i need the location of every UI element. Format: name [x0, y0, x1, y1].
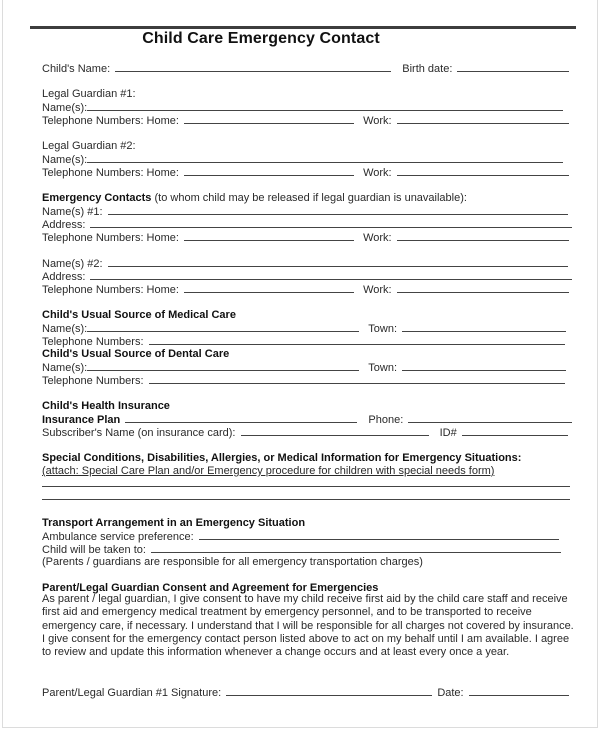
dental-care-heading: Child's Usual Source of Dental Care — [42, 348, 230, 360]
insurance-id-label: ID# — [439, 427, 457, 439]
insurance-heading: Child's Health Insurance — [42, 400, 170, 412]
contact1-names-label: Name(s) #1: — [42, 206, 103, 218]
dental-phone-row — [42, 374, 565, 388]
guardian2-names-row — [42, 153, 563, 167]
birth-date-field[interactable] — [457, 62, 569, 72]
child-row — [42, 62, 569, 76]
transport-note: (Parents / guardians are responsible for all emergency transportation charges) — [42, 556, 423, 568]
signature-date-field[interactable] — [469, 686, 569, 696]
guardian1-phone-work-field[interactable] — [397, 114, 569, 124]
contact2-address-label: Address: — [42, 271, 86, 283]
signature-date-label: Date: — [437, 687, 464, 699]
special-conditions-field-1[interactable] — [42, 486, 570, 487]
signature-field[interactable] — [226, 686, 432, 696]
dental-names-label: Name(s): — [42, 362, 88, 374]
medical-phone-row — [42, 335, 565, 349]
guardian1-phone-row — [42, 114, 569, 128]
page-title: Child Care Emergency Contact — [142, 30, 380, 47]
insurance-phone-label: Phone: — [368, 414, 404, 426]
guardian2-names-field[interactable] — [87, 153, 563, 163]
contact2-names-row — [42, 257, 568, 271]
contact1-names-row — [42, 205, 568, 219]
contact1-address-row — [42, 218, 572, 232]
contact1-phone-home-label: Telephone Numbers: Home: — [42, 232, 179, 244]
guardian1-heading: Legal Guardian #1: — [42, 88, 136, 100]
guardian1-names-label: Name(s): — [42, 102, 88, 114]
insurance-plan-field[interactable] — [125, 413, 357, 423]
contact1-address-label: Address: — [42, 219, 86, 231]
guardian1-phone-work-label: Work: — [363, 115, 392, 127]
medical-phone-field[interactable] — [149, 335, 565, 345]
medical-names-label: Name(s): — [42, 323, 88, 335]
insurance-phone-field[interactable] — [408, 413, 572, 423]
guardian1-names-row — [42, 101, 563, 115]
subscriber-name-field[interactable] — [241, 426, 429, 436]
guardian2-phone-work-field[interactable] — [397, 166, 569, 176]
ambulance-field[interactable] — [199, 530, 559, 540]
taken-to-label: Child will be taken to: — [42, 544, 146, 556]
emergency-contacts-heading-note: (to whom child may be released if legal guardian is unavailable): — [154, 192, 467, 204]
special-conditions-heading: Special Conditions, Disabilities, Allergies, or Medical Information for Emergency Situations: — [42, 452, 522, 464]
special-conditions-field-2[interactable] — [42, 499, 570, 500]
subscriber-name-label: Subscriber's Name (on insurance card): — [42, 427, 236, 439]
medical-town-field[interactable] — [402, 322, 566, 332]
guardian1-phone-home-field[interactable] — [184, 114, 354, 124]
contact2-phone-work-field[interactable] — [397, 283, 569, 293]
contact1-address-field[interactable] — [90, 218, 572, 228]
guardian2-heading: Legal Guardian #2: — [42, 140, 136, 152]
taken-to-field[interactable] — [151, 543, 561, 553]
contact1-phone-row — [42, 231, 569, 245]
dental-phone-label: Telephone Numbers: — [42, 375, 144, 387]
contact2-names-field[interactable] — [108, 257, 568, 267]
consent-heading: Parent/Legal Guardian Consent and Agreement for Emergencies — [42, 582, 379, 594]
contact1-phone-work-label: Work: — [363, 232, 392, 244]
contact1-phone-home-field[interactable] — [184, 231, 354, 241]
signature-label: Parent/Legal Guardian #1 Signature: — [42, 687, 222, 699]
emergency-contacts-heading-bold: Emergency Contacts — [42, 192, 152, 204]
signature-row — [42, 686, 569, 700]
guardian2-phone-home-label: Telephone Numbers: Home: — [42, 167, 179, 179]
insurance-plan-label: Insurance Plan — [42, 414, 121, 426]
birth-date-label: Birth date: — [402, 63, 453, 75]
dental-phone-field[interactable] — [149, 374, 565, 384]
insurance-plan-row — [42, 413, 572, 427]
dental-town-field[interactable] — [402, 361, 566, 371]
guardian2-phone-home-field[interactable] — [184, 166, 354, 176]
ambulance-row — [42, 530, 559, 544]
dental-names-field[interactable] — [87, 361, 359, 371]
contact2-address-row — [42, 270, 572, 284]
transport-heading: Transport Arrangement in an Emergency Situation — [42, 517, 306, 529]
consent-body: As parent / legal guardian, I give consent to have my child receive first aid by the child care staff and receive first aid and emergency medical treatment by emergency personnel, and to be transported to receive emergency care, if necessary. I understand that I will be responsible for all charges not covered by insurance. I give consent for the emergency contact person listed above to act on my behalf until I am available. I agree to review and update this information whenever a change occurs and at least every once a year. — [42, 593, 574, 659]
contact2-phone-home-label: Telephone Numbers: Home: — [42, 284, 179, 296]
dental-town-label: Town: — [368, 362, 398, 374]
child-name-field[interactable] — [115, 62, 391, 72]
guardian2-phone-work-label: Work: — [363, 167, 392, 179]
guardian1-phone-home-label: Telephone Numbers: Home: — [42, 115, 179, 127]
taken-to-row — [42, 543, 561, 557]
contact2-address-field[interactable] — [90, 270, 572, 280]
subscriber-row — [42, 426, 568, 440]
guardian2-names-label: Name(s): — [42, 154, 88, 166]
contact2-phone-row — [42, 283, 569, 297]
top-rule — [30, 26, 576, 29]
contact1-phone-work-field[interactable] — [397, 231, 569, 241]
medical-town-label: Town: — [368, 323, 398, 335]
insurance-id-field[interactable] — [462, 426, 568, 436]
child-name-label: Child's Name: — [42, 63, 111, 75]
medical-phone-label: Telephone Numbers: — [42, 336, 144, 348]
dental-names-row — [42, 361, 566, 375]
medical-names-field[interactable] — [87, 322, 359, 332]
guardian2-phone-row — [42, 166, 569, 180]
emergency-contacts-heading — [42, 192, 467, 205]
ambulance-label: Ambulance service preference: — [42, 531, 194, 543]
contact1-names-field[interactable] — [108, 205, 568, 215]
document-page — [2, 0, 598, 728]
contact2-phone-work-label: Work: — [363, 284, 392, 296]
guardian1-names-field[interactable] — [87, 101, 563, 111]
special-conditions-note: (attach: Special Care Plan and/or Emergency procedure for children with special needs form) — [42, 465, 495, 477]
medical-names-row — [42, 322, 566, 336]
contact2-phone-home-field[interactable] — [184, 283, 354, 293]
medical-care-heading: Child's Usual Source of Medical Care — [42, 309, 236, 321]
contact2-names-label: Name(s) #2: — [42, 258, 103, 270]
